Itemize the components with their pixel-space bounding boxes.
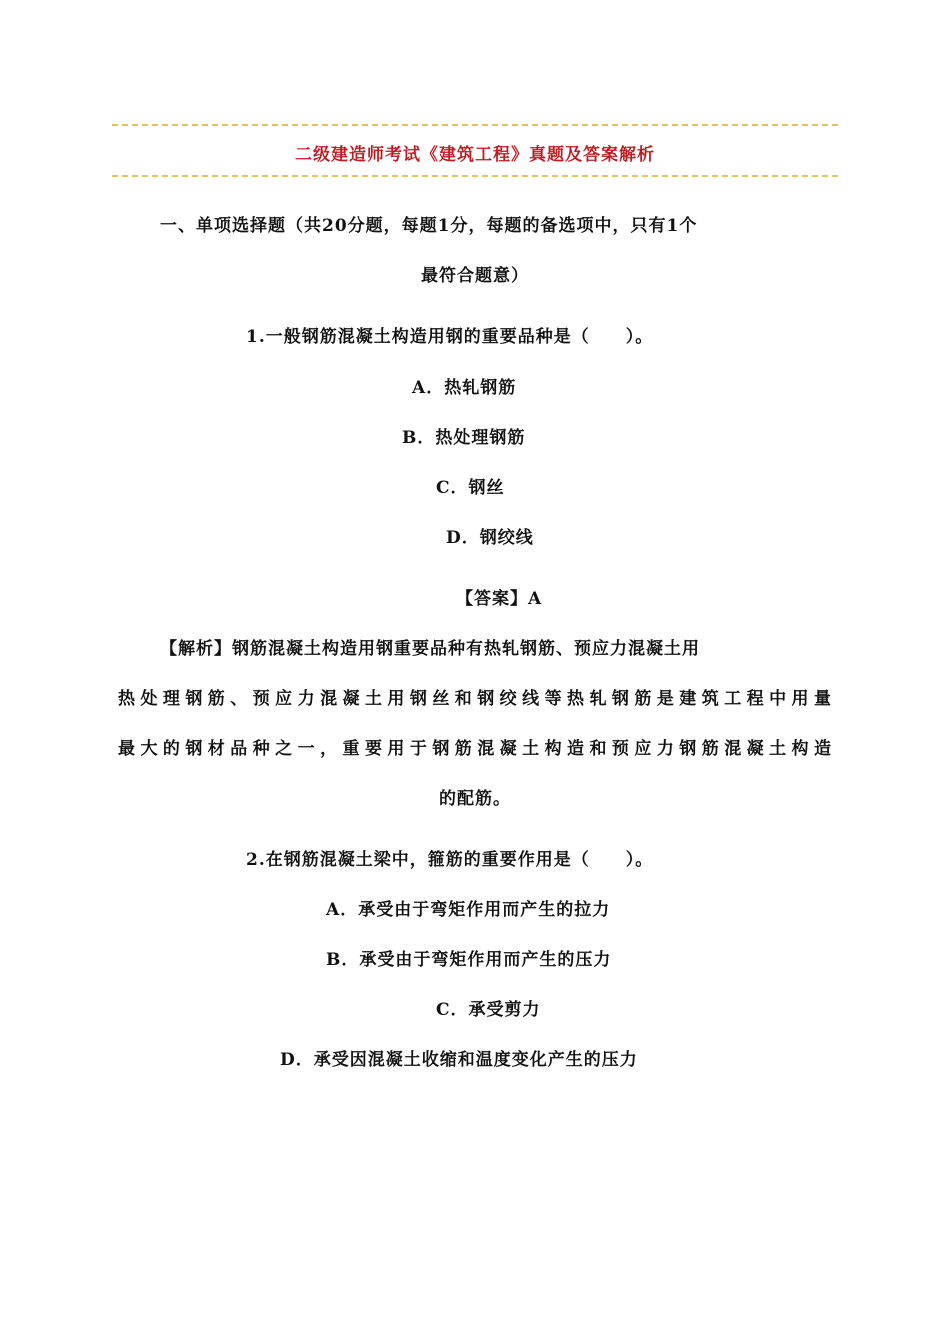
document-title: 二级建造师考试《建筑工程》真题及答案解析 bbox=[295, 145, 655, 165]
question-1-option-b: B．热处理钢筋 bbox=[402, 428, 526, 448]
question-1-analysis-line-4: 的配筋。 bbox=[439, 789, 511, 809]
question-1-option-a: A．热轧钢筋 bbox=[412, 378, 517, 398]
question-1-stem: 1.一般钢筋混凝土构造用钢的重要品种是（ ）。 bbox=[246, 327, 654, 347]
question-2-option-c: C．承受剪力 bbox=[436, 1000, 541, 1020]
question-1-answer: 【答案】A bbox=[456, 589, 543, 609]
question-2-option-b: B．承受由于弯矩作用而产生的压力 bbox=[326, 950, 612, 970]
title-top-dashed-rule bbox=[112, 124, 838, 126]
question-2-option-d: D．承受因混凝土收缩和温度变化产生的压力 bbox=[280, 1050, 638, 1070]
section-heading-line-2: 最符合题意） bbox=[421, 266, 529, 286]
question-1-option-d: D．钢绞线 bbox=[446, 528, 534, 548]
question-1-analysis-line-1: 【解析】钢筋混凝土构造用钢重要品种有热轧钢筋、预应力混凝土用 bbox=[160, 639, 700, 659]
section-heading-line-1: 一、单项选择题（共20分题，每题1分，每题的备选项中，只有1个 bbox=[160, 216, 698, 236]
question-2-stem: 2.在钢筋混凝土梁中，箍筋的重要作用是（ ）。 bbox=[246, 850, 654, 870]
question-1-option-c: C．钢丝 bbox=[436, 478, 505, 498]
question-2-option-a: A．承受由于弯矩作用而产生的拉力 bbox=[326, 900, 611, 920]
question-1-analysis-line-2: 热处理钢筋、预应力混凝土用钢丝和钢绞线等热轧钢筋是建筑工程中用量 bbox=[118, 689, 832, 709]
question-1-analysis-line-3: 最大的钢材品种之一，重要用于钢筋混凝土构造和预应力钢筋混凝土构造 bbox=[118, 739, 832, 759]
title-bottom-dashed-rule bbox=[112, 175, 838, 177]
